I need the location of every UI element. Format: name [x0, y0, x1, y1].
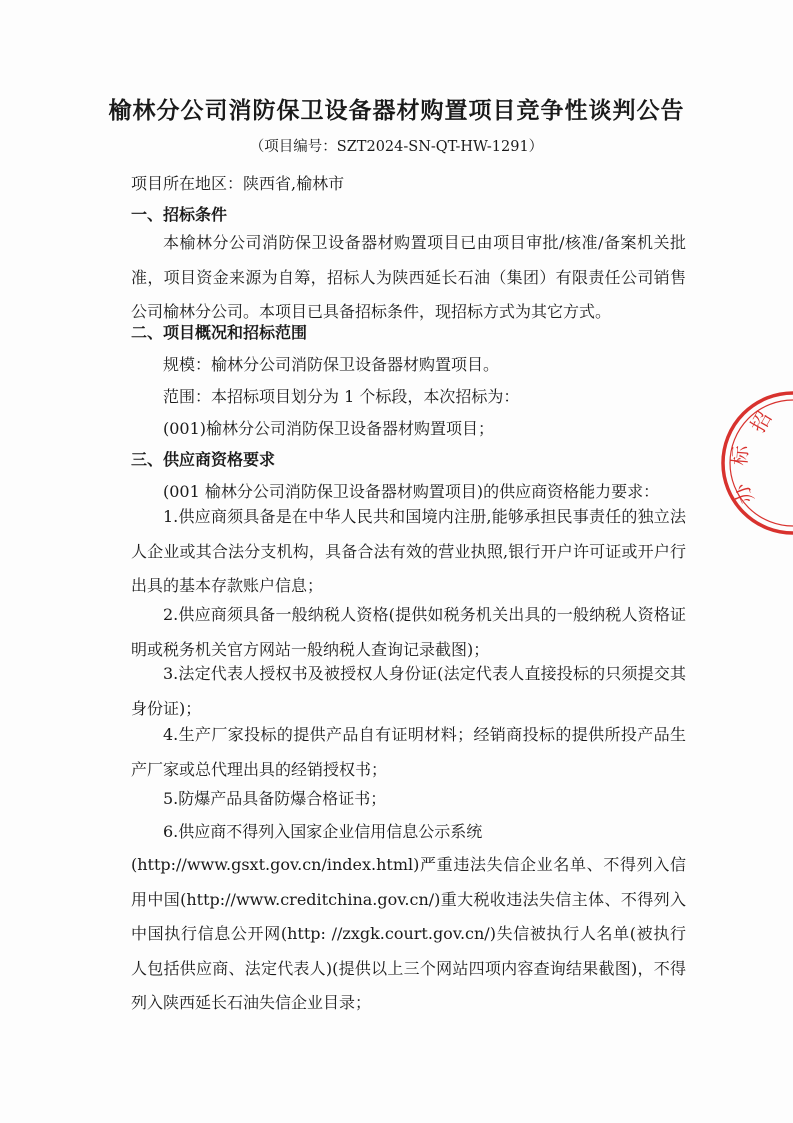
section2-heading: 二、项目概况和招标范围 [131, 323, 308, 342]
requirement-item: 5.防爆产品具备防爆合格证书； [163, 789, 387, 808]
project-number: （项目编号：SZT2024-SN-QT-HW-1291） [249, 139, 544, 155]
section1-body: 本榆林分公司消防保卫设备器材购置项目已由项目审批/核准/备案机关批准，项目资金来源为自筹，招标人为陕西延长石油（集团）有限责任公司销售公司榆林分公司。本项目已具备招标条件，现招标方式为其它方式。 [131, 233, 686, 322]
section1-heading: 一、招标条件 [131, 205, 228, 224]
section3-intro: (001 榆林分公司消防保卫设备器材购置项目)的供应商资格能力要求： [163, 482, 660, 501]
requirement-item: 3.法定代表人授权书及被授权人身份证(法定代表人直接投标的只须提交其身份证)； [131, 664, 686, 718]
requirement-item-6-continued: (http://www.gsxt.gov.cn/index.html)严重违法失信企业名单、不得列入信用中国(http://www.creditchina.gov.cn/)重大税收违法失信主体、不得列入中国执行信息公开网(http: //zxgk.court.gov.cn/)失信被执行人名单(被执行人包括供应商、法定代表人)(提供以上三个网站四项内容查询结果截图)，不得列入陕西延长石油失信企业目录； [131, 855, 686, 1013]
requirement-item: 4.生产厂家投标的提供产品自有证明材料；经销商投标的提供所投产品生产厂家或总代理出具的经销授权书； [131, 725, 686, 779]
project-location: 项目所在地区：陕西省,榆林市 [131, 174, 345, 193]
requirement-item: 2.供应商须具备一般纳税人资格(提供如税务机关出具的一般纳税人资格证明或税务机关官方网站一般纳税人查询记录截图)； [131, 605, 686, 659]
section2-scope: 范围：本招标项目划分为 1 个标段，本次招标为： [163, 387, 520, 406]
section3-heading: 三、供应商资格要求 [131, 450, 276, 469]
document-title: 榆林分公司消防保卫设备器材购置项目竞争性谈判公告 [108, 98, 685, 124]
red-seal-stamp [718, 388, 793, 538]
svg-text:办: 办 [728, 479, 759, 509]
requirement-item: 6.供应商不得列入国家企业信用信息公示系统 [163, 822, 483, 841]
section2-scale: 规模：榆林分公司消防保卫设备器材购置项目。 [163, 355, 500, 374]
requirement-item: 1.供应商须具备是在中华人民共和国境内注册,能够承担民事责任的独立法人企业或其合法分支机构，具备合法有效的营业执照,银行开户许可证或开户行出具的基本存款账户信息； [131, 507, 686, 596]
svg-text:招: 招 [745, 407, 777, 437]
section2-lot: (001)榆林分公司消防保卫设备器材购置项目； [163, 419, 495, 438]
svg-text:标: 标 [727, 444, 753, 467]
